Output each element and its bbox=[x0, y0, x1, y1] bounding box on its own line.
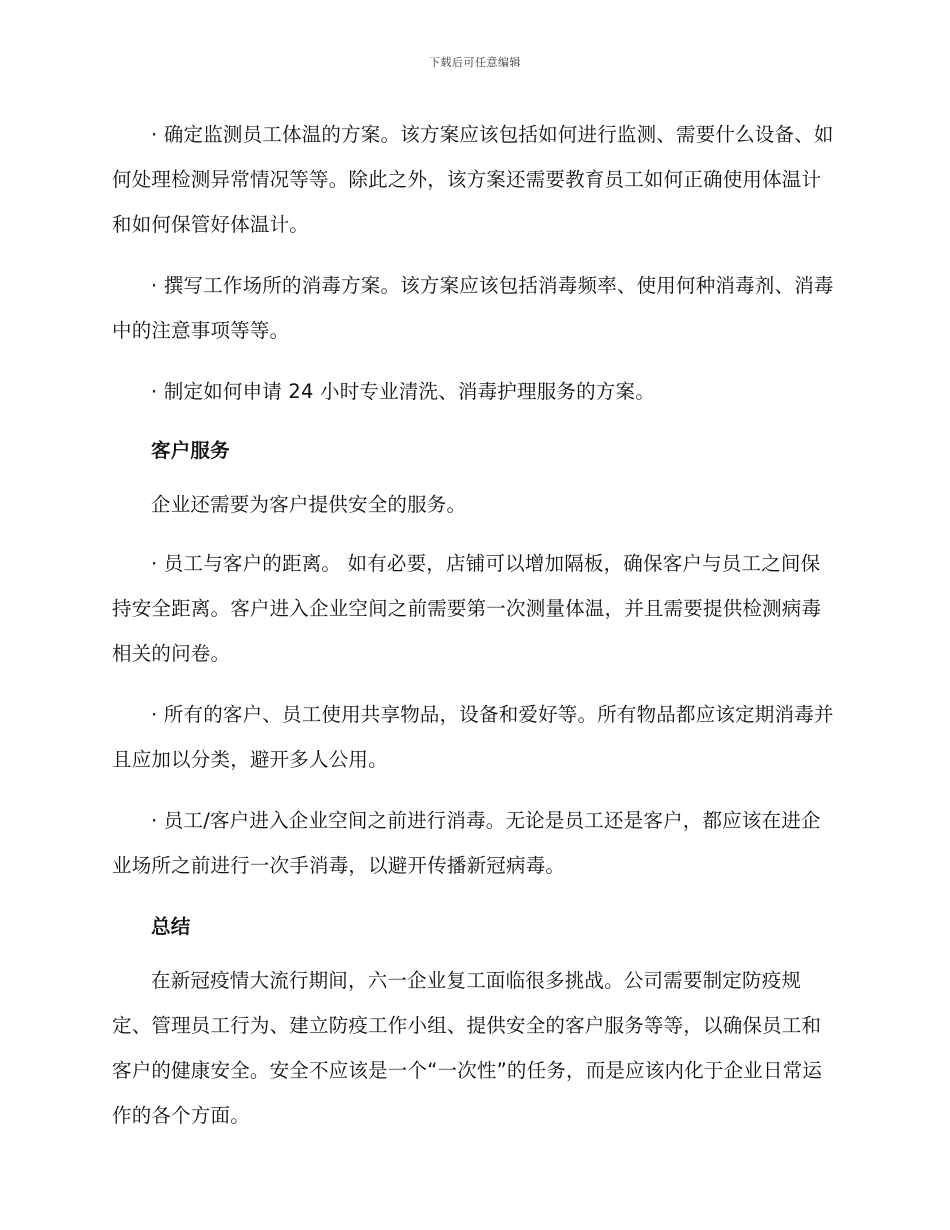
paragraph-distance: · 员工与客户的距离。 如有必要，店铺可以增加隔板，确保客户与员工之间保持安全距离。客户进入企业空间之前需要第一次测量体温，并且需要提供检测病毒相关的问卷。 bbox=[112, 552, 822, 665]
paragraph-summary: 在新冠疫情大流行期间，六一企业复工面临很多挑战。公司需要制定防疫规定、管理员工行为、建立防疫工作小组、提供安全的客户服务等等，以确保员工和客户的健康安全。安全不应该是一个“一次性”的任务，而是应该内化于企业日常运作的各个方面。 bbox=[112, 969, 823, 1127]
section-heading-customer-service: 客户服务 bbox=[151, 439, 230, 462]
page-header: 下载后可任意编辑 bbox=[429, 56, 521, 69]
paragraph-temperature-plan: · 确定监测员工体温的方案。该方案应该包括如何进行监测、需要什么设备、如何处理检测异常情况等等。除此之外，该方案还需要教育员工如何正确使用体温计和如何保管好体温计。 bbox=[112, 123, 834, 236]
section-heading-summary: 总结 bbox=[151, 915, 191, 938]
paragraph-shared-items: · 所有的客户、员工使用共享物品，设备和爱好等。所有物品都应该定期消毒并且应加以分类，避开多人公用。 bbox=[112, 703, 834, 771]
paragraph-customer-service-intro: 企业还需要为客户提供安全的服务。 bbox=[151, 493, 467, 516]
document-body bbox=[112, 112, 834, 1154]
paragraph-disinfection-plan: · 撰写工作场所的消毒方案。该方案应该包括消毒频率、使用何种消毒剂、消毒中的注意事项等等。 bbox=[112, 274, 834, 342]
paragraph-entry-disinfection: · 员工/客户进入企业空间之前进行消毒。无论是员工还是客户，都应该在进企业场所之前进行一次手消毒，以避开传播新冠病毒。 bbox=[112, 809, 821, 877]
paragraph-cleaning-service-plan: · 制定如何申请 24 小时专业清洗、消毒护理服务的方案。 bbox=[151, 380, 655, 403]
